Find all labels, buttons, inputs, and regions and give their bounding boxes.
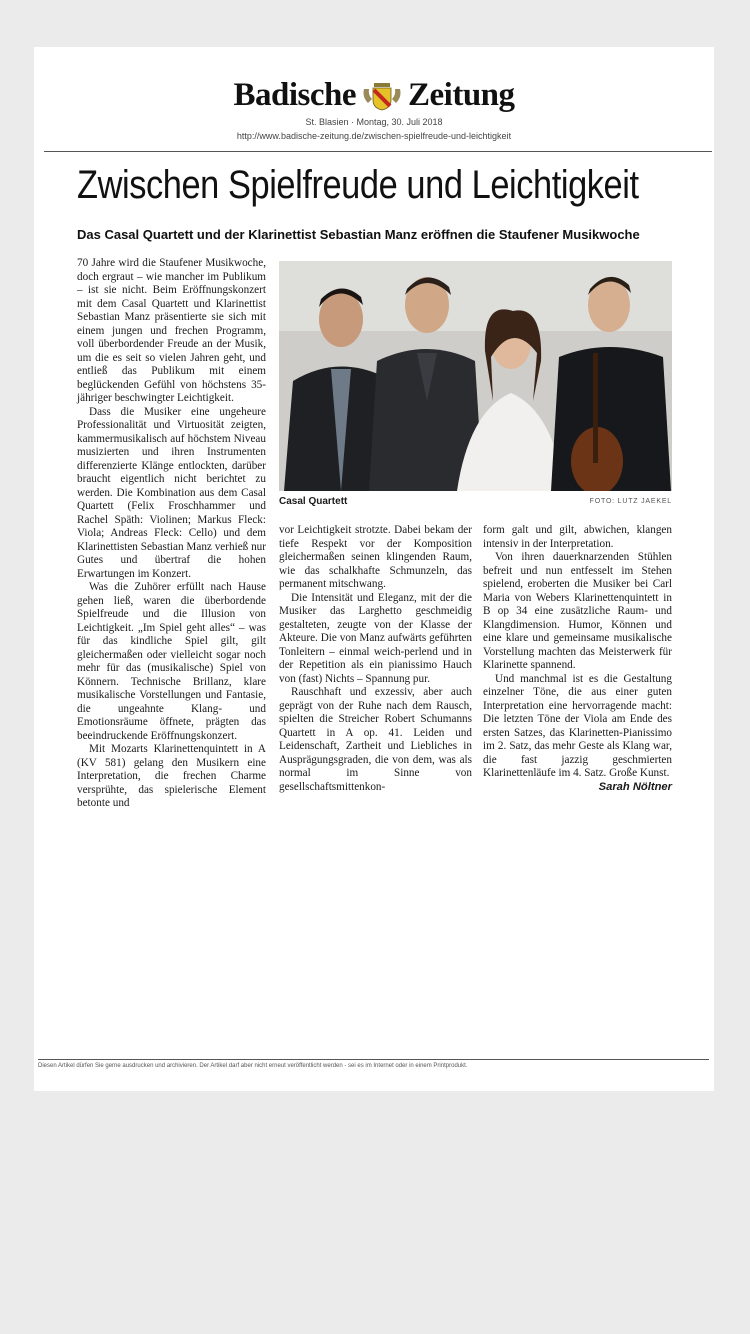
- paragraph: Rauschhaft und exzessiv, aber auch geprägt von der Ruhe nach dem Rausch, spielten die Streicher Robert Schumanns Quartett in A op. 41. Leiden und Leidenschaft, Zartheit und Liebliches in Ausprägungsgraden, die von dem, was als normal im Sinne von gesellschaftsmittenkon-: [279, 686, 472, 793]
- copyright-notice: Diesen Artikel dürfen Sie gerne ausdrucken und archivieren. Der Artikel darf aber nicht erneut veröffentlicht werden - sei es im Internet oder in einem Printprodukt.: [38, 1063, 468, 1069]
- header-divider: [44, 151, 712, 152]
- paragraph: form galt und gilt, abwichen, klangen intensiv in der Interpretation.: [483, 524, 672, 550]
- article-url[interactable]: http://www.badische-zeitung.de/zwischen-spielfreude-und-leichtigkeit: [236, 131, 512, 141]
- paragraph: 70 Jahre wird die Staufener Musikwoche, doch ergraut – wie mancher im Publikum – ist sie nicht. Beim Eröffnungskonzert mit dem Casal Quartett und Klarinettist Sebastian Manz präsentierte sie sich mit einem jungen und frechen Programm, voll überbordender Freude an der Musik, um die es seit so vielen Jahren geht, und entließ das Publikum mit einem beglückenden Gefühl von höchstens 35-jähriger beschwingter Leichtigkeit.: [77, 257, 266, 404]
- article-photo: [279, 261, 672, 491]
- article-subheadline: Das Casal Quartett und der Klarinettist Sebastian Manz eröffnen die Staufener Musikwoche: [77, 227, 640, 242]
- dateline: St. Blasien · Montag, 30. Juli 2018: [305, 117, 443, 127]
- masthead: [34, 77, 714, 142]
- caption-text: Casal Quartett: [279, 496, 348, 507]
- coat-of-arms-icon: [360, 81, 404, 111]
- author-byline: Sarah Nöltner: [598, 780, 672, 793]
- paragraph: Dass die Musiker eine ungeheure Professionalität und Virtuosität zeigten, kammermusikalisch auf höchstem Niveau musizierten und ihren Instrumenten differenzierte Klänge entlockten, darüber braucht eigentlich nicht berichtet zu werden. Die Kombination aus dem Casal Quartett (Felix Froschhammer und Rachel Späth: Violinen; Markus Fleck: Viola; Andreas Fleck: Cello) und dem Klarinettisten Sebastian Manz verhieß nur Gutes und übertraf die hohen Erwartungen im Konzert.: [77, 405, 266, 580]
- paragraph: Was die Zuhörer erfüllt nach Hause gehen ließ, waren die überbordende Spielfreude und die Illusion von Leichtigkeit. „Im Spiel geht alles“ – was für das kindliche Spiel gilt, gilt gleichermaßen oder vielleicht sogar noch mehr für das (musikalische) Spiel von Könnern. Technische Brillanz, klare musikalische Vorstellungen und Fantasie, die ungeahnte Klang- und Emotionsräume öffnete, prägten das beeindruckende Eröffnungskonzert.: [77, 581, 266, 742]
- paragraph: vor Leichtigkeit strotzte. Dabei bekam der tiefe Respekt vor der Komposition gleichermaßen seinen klingenden Raum, wie das schalkhafte Schmunzeln, das permanent mitschwang.: [279, 524, 472, 590]
- photo-credit: FOTO: LUTZ JAEKEL: [589, 498, 672, 505]
- newspaper-logo[interactable]: [233, 77, 514, 114]
- paragraph: Mit Mozarts Klarinettenquintett in A (KV 581) gelang den Musikern eine Interpretation, die frechen Charme versprühte, das spielerische Element betonte und: [77, 743, 266, 809]
- logo-text-right: Zeitung: [408, 77, 515, 113]
- article-page: [34, 47, 714, 1091]
- article-headline: Zwischen Spielfreude und Leichtigkeit: [77, 163, 639, 207]
- paragraph: Von ihren dauerknarzenden Stühlen befreit und nun entfesselt im Stehen spielend, eroberten die Musiker bei Carl Maria von Webers Klarinettenquintett in B op 34 eine zusätzliche Raum- und Klangdimension. Humor, Können und eine klare und gemeinsame musikalische Vorstellung machten das Meisterwerk für Klarinette spannend.: [483, 551, 672, 671]
- logo-text-left: Badische: [233, 77, 356, 113]
- text-column-3: [483, 524, 672, 794]
- paragraph: Die Intensität und Eleganz, mit der die Musiker das Larghetto geschmeidig gestalteten, zeugte von der Klasse der Akteure. Die von Manz aufwärts geführten Tonleitern – einmal weich-perlend und in der Repetition als ein pianissimo Hauch von (fast) Nichts – Spannung pur.: [279, 591, 472, 685]
- text-column-1: [77, 257, 266, 811]
- footer-divider: [38, 1059, 709, 1060]
- text-column-2: [279, 524, 472, 794]
- quartet-photo-image: [279, 261, 672, 491]
- paragraph-text: Und manchmal ist es die Gestaltung einzelner Töne, die aus einer guten Interpretation eine hervorragende macht: Die letzten Töne der Viola am Ende des ersten Satzes, das Klarinetten-Pianissimo im 2. Satz, das mehr Geste als Klang war, die fast jazzig geschmierten Klarinettenläufe im 4. Satz. Große Kunst.: [483, 672, 672, 779]
- photo-caption: [279, 496, 672, 507]
- paragraph: [483, 672, 672, 793]
